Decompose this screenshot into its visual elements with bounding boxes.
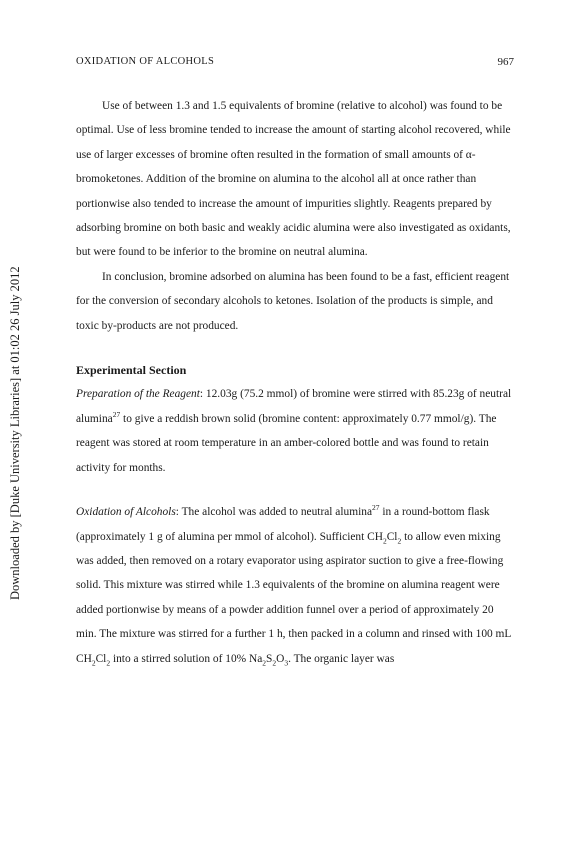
oxidation-text: S bbox=[266, 652, 273, 665]
oxidation-text: in a round-bottom flask (approximately 1 g of alumina per mmol of alcohol). Sufficient CH bbox=[76, 506, 490, 543]
reference-27: 27 bbox=[372, 503, 380, 513]
oxidation-text: : The alcohol was added to neutral alumina bbox=[175, 506, 372, 519]
page-header bbox=[76, 56, 514, 72]
oxidation-text: Cl bbox=[386, 530, 398, 543]
reagent-preparation-subheading: Preparation of the Reagent bbox=[76, 388, 200, 401]
reagent-preparation-text-1: : 12.03g (75.2 mmol) of bromine were stirred with 85.23g of neutral alumina bbox=[76, 388, 512, 425]
subscript: 2 bbox=[91, 657, 96, 667]
paragraph-oxidation-procedure bbox=[76, 500, 514, 671]
reagent-preparation-text-2: to give a reddish brown solid (bromine content: approximately 0.77 mmol/g). The reagent was stored at room temperature in an amber-colored bottle and was found to retain activity for months. bbox=[76, 412, 497, 474]
oxidation-text: . The organic layer was bbox=[288, 652, 395, 665]
running-title: OXIDATION OF ALCOHOLS bbox=[76, 56, 215, 67]
paragraph-conclusion: In conclusion, bromine adsorbed on alumina has been found to be a fast, efficient reagent for the conversion of secondary alcohols to ketones. Isolation of the products is simple, and toxic by-products are not produced. bbox=[76, 270, 510, 332]
reference-27: 27 bbox=[112, 410, 121, 420]
paragraph-reagent-preparation bbox=[76, 382, 514, 480]
section-gap bbox=[76, 338, 514, 358]
oxidation-text: into a stirred solution of 10% Na bbox=[110, 652, 263, 665]
subscript: 3 bbox=[284, 657, 289, 667]
subscript: 2 bbox=[262, 657, 267, 667]
oxidation-text: O bbox=[276, 652, 285, 665]
subscript: 2 bbox=[397, 535, 402, 545]
subscript: 2 bbox=[272, 657, 277, 667]
page-number: 967 bbox=[497, 56, 514, 68]
experimental-section-heading: Experimental Section bbox=[76, 363, 187, 378]
oxidation-text: Cl bbox=[95, 652, 107, 665]
subscript: 2 bbox=[106, 657, 111, 667]
section-gap bbox=[76, 480, 514, 500]
oxidation-text: to allow even mixing was added, then removed on a rotary evaporator using aspirator suction to give a free-flowing solid. This mixture was stirred while 1.3 equivalents of the bromine on alumina reagent were added portionwise by means of a powder addition funnel over a period of approximately 20 min. The mixture was stirred for a further 1 h, then packed in a column and rinsed with 100 mL CH bbox=[76, 530, 511, 665]
body-text bbox=[76, 94, 514, 671]
oxidation-subheading: Oxidation of Alcohols bbox=[76, 506, 176, 519]
download-watermark: Downloaded by [Duke University Libraries] at 01:02 26 July 2012 bbox=[8, 266, 22, 600]
subscript: 2 bbox=[382, 535, 387, 545]
paragraph-bromine-equivalents: Use of between 1.3 and 1.5 equivalents of bromine (relative to alcohol) was found to be optimal. Use of less bromine tended to increase the amount of starting alcohol recovered, while use of larger excesses of bromine often resulted in the formation of small amounts of α-bromoketones. Addition of the bromine on alumina to the alcohol all at once rather than portionwise also tended to increase the amount of impurities slightly. Reagents prepared by adsorbing bromine on both basic and weakly acidic alumina were also investigated as oxidants, but were found to be inferior to the bromine on neutral alumina. bbox=[76, 100, 511, 259]
